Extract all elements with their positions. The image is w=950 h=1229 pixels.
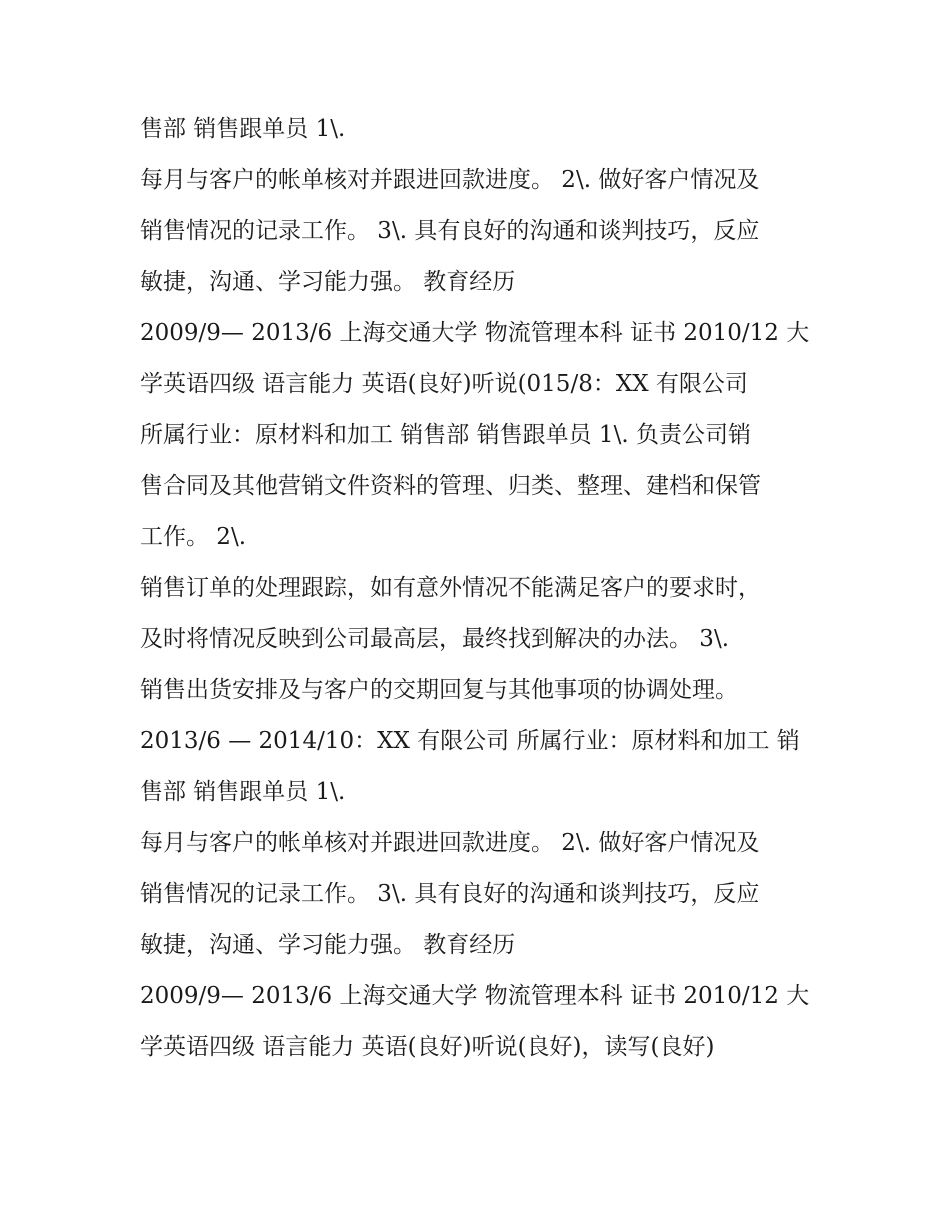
document-body <box>140 104 830 1073</box>
text-line: 所属行业：原材料和加工 销售部 销售跟单员 1\. 负责公司销 <box>140 422 751 448</box>
text-line: 售部 销售跟单员 1\. <box>140 779 346 805</box>
text-line: 2009/9— 2013/6 上海交通大学 物流管理本科 证书 2010/12 大 <box>140 983 810 1009</box>
text-line: 2013/6 — 2014/10：XX 有限公司 所属行业：原材料和加工 销 <box>140 728 800 754</box>
text-line: 2009/9— 2013/6 上海交通大学 物流管理本科 证书 2010/12 大 <box>140 320 810 346</box>
text-line: 每月与客户的帐单核对并跟进回款进度。 2\. 做好客户情况及 <box>140 167 760 193</box>
text-line: 销售情况的记录工作。 3\. 具有良好的沟通和谈判技巧，反应 <box>140 881 760 907</box>
text-line: 销售订单的处理跟踪，如有意外情况不能满足客户的要求时， <box>140 575 761 601</box>
text-line: 敏捷，沟通、学习能力强。 教育经历 <box>140 269 516 295</box>
text-line: 销售出货安排及与客户的交期回复与其他事项的协调处理。 <box>140 677 738 703</box>
text-line: 及时将情况反映到公司最高层，最终找到解决的办法。 3\. <box>140 626 730 652</box>
text-line: 销售情况的记录工作。 3\. 具有良好的沟通和谈判技巧，反应 <box>140 218 760 244</box>
text-line: 学英语四级 语言能力 英语(良好)听说(良好)，读写(良好) <box>140 1034 715 1060</box>
text-line: 每月与客户的帐单核对并跟进回款进度。 2\. 做好客户情况及 <box>140 830 760 856</box>
text-line: 敏捷，沟通、学习能力强。 教育经历 <box>140 932 516 958</box>
text-line: 售合同及其他营销文件资料的管理、归类、整理、建档和保管 <box>140 473 761 499</box>
text-line: 学英语四级 语言能力 英语(良好)听说(015/8：XX 有限公司 <box>140 371 748 397</box>
text-line: 售部 销售跟单员 1\. <box>140 116 346 142</box>
text-line: 工作。 2\. <box>140 524 247 550</box>
